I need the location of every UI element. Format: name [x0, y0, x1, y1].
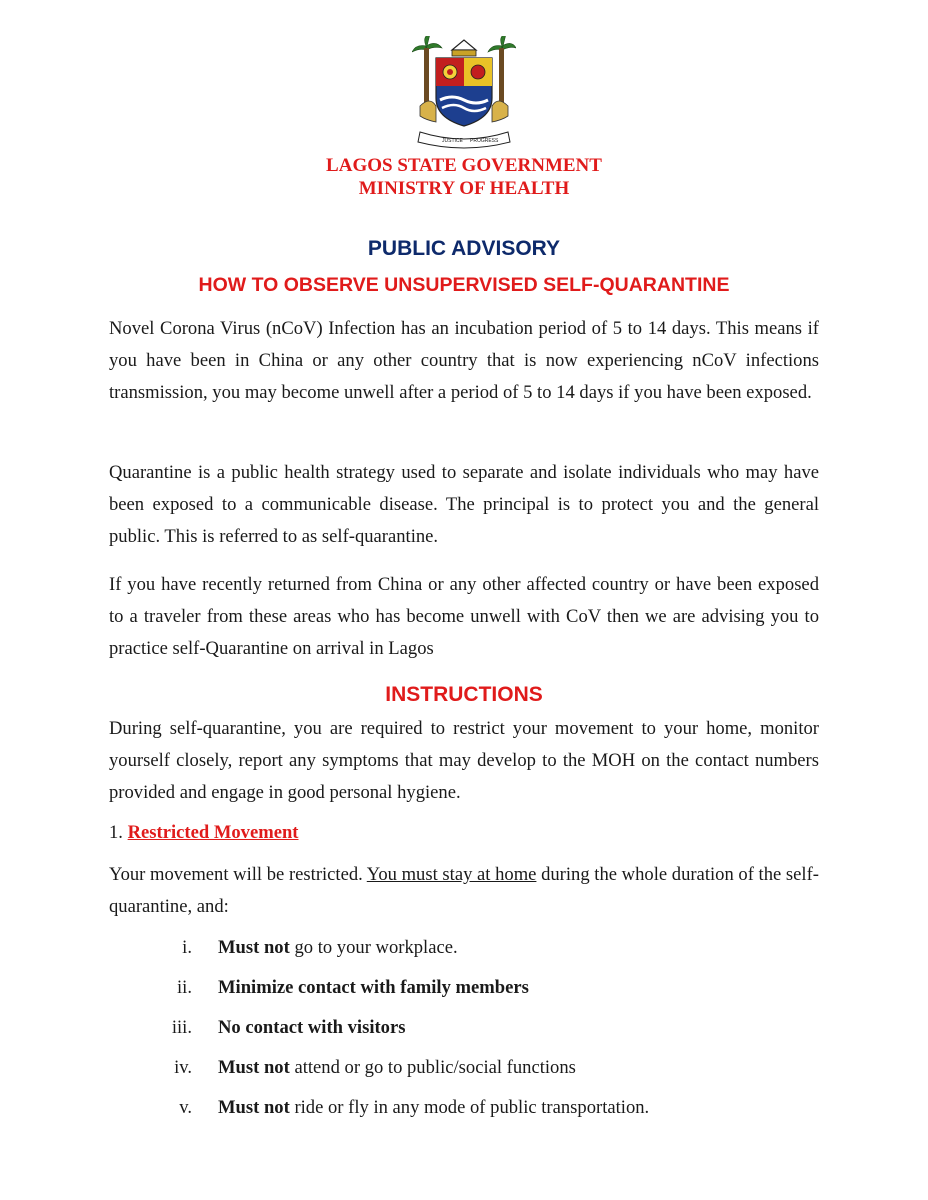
stay-home-text: You must stay at home — [366, 864, 537, 885]
list-item — [150, 1096, 830, 1120]
list-item — [150, 976, 830, 1000]
list-item-bold: Must not — [218, 937, 290, 958]
list-item-text: attend or go to public/social functions — [289, 1057, 576, 1078]
list-numeral: ii. — [177, 977, 192, 998]
list-numeral: v. — [179, 1097, 192, 1118]
advisory-title: PUBLIC ADVISORY — [367, 237, 561, 260]
crest-motto-left: JUSTICE — [442, 138, 463, 144]
section-number: 1. — [109, 822, 123, 843]
list-numeral: iii. — [171, 1017, 192, 1038]
list-item-bold: Must not — [218, 1057, 290, 1078]
government-name: LAGOS STATE GOVERNMENT — [326, 155, 602, 176]
instructions-heading: INSTRUCTIONS — [385, 683, 543, 706]
paragraph-restricted-movement — [109, 859, 819, 923]
paragraph-instructions: During self-quarantine, you are required to restrict your movement to your home, monitor yourself closely, report any symptoms that may develop to the MOH on the contact numbers provided and engage in good personal hygiene. — [109, 718, 819, 803]
paragraph-incubation: Novel Corona Virus (nCoV) Infection has an incubation period of 5 to 14 days. This means if you have been in China or any other country that is now experiencing nCoV infections transmission, you may become unwell after a period of 5 to 14 days if you have been exposed. — [109, 318, 819, 403]
list-item-bold: Minimize contact with family members — [218, 977, 529, 998]
list-item — [150, 936, 830, 960]
lagos-state-crest — [412, 36, 516, 154]
paragraph-returning-travelers: If you have recently returned from China or any other affected country or have been exposed to a traveler from these areas who has become unwell with CoV then we are advising you to practice self-Quarantine on arrival in Lagos — [109, 574, 819, 659]
list-item-bold: Must not — [218, 1097, 290, 1118]
list-item — [150, 1056, 830, 1080]
advisory-subtitle: HOW TO OBSERVE UNSUPERVISED SELF-QUARANTINE — [198, 274, 730, 296]
paragraph-quarantine-definition: Quarantine is a public health strategy used to separate and isolate individuals who may have been exposed to a communicable disease. The principal is to protect you and the general public. This is referred to as self-quarantine. — [109, 462, 819, 547]
section-restricted-movement-heading — [109, 822, 299, 844]
list-item-bold: No contact with visitors — [218, 1017, 406, 1038]
crest-motto-right: PROGRESS — [470, 138, 499, 144]
list-numeral: i. — [182, 937, 192, 958]
intro-text-end: during the whole duration of the self-quarantine, and: — [109, 864, 819, 917]
ministry-name: MINISTRY OF HEALTH — [358, 178, 570, 199]
intro-text: Your movement will be restricted. — [109, 864, 367, 885]
list-item-text: ride or fly in any mode of public transportation. — [289, 1097, 650, 1118]
list-numeral: iv. — [174, 1057, 192, 1078]
list-item — [150, 1016, 830, 1040]
restricted-movement-link[interactable]: Restricted Movement — [127, 822, 299, 843]
list-item-text: go to your workplace. — [289, 937, 458, 958]
